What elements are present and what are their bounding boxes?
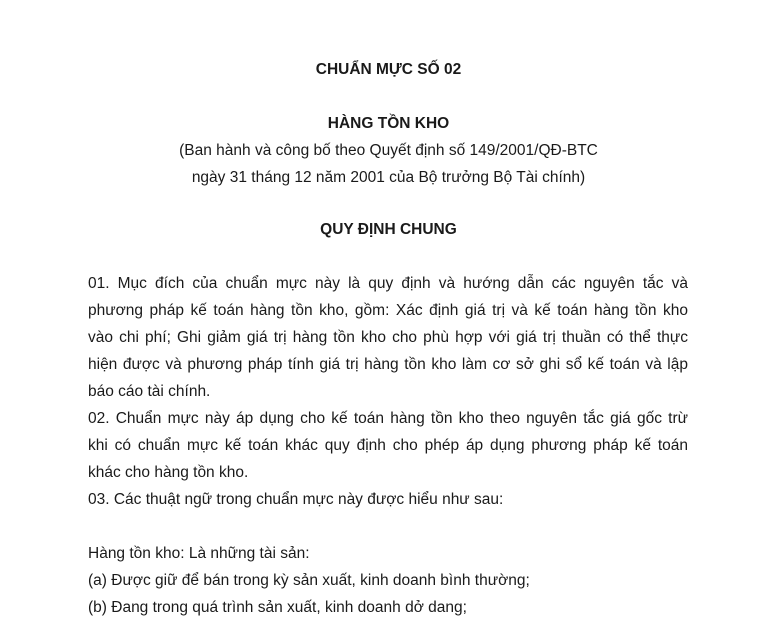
standard-title: CHUẨN MỰC SỐ 02: [315, 61, 462, 78]
issued-line-1: (Ban hành và công bố theo Quyết định số 149/2001/QĐ-BTC: [179, 142, 598, 159]
paragraph-03: [88, 486, 688, 513]
paragraph-02: [88, 405, 688, 486]
paragraph-01: [88, 270, 688, 405]
paragraph-line: 02. Chuẩn mực này áp dụng cho kế toán hàng tồn kho theo nguyên tắc giá gốc trừ: [88, 410, 688, 427]
paragraph-line: khi có chuẩn mực kế toán khác quy định cho phép áp dụng phương pháp kế toán: [88, 437, 688, 454]
issued-line-2: ngày 31 tháng 12 năm 2001 của Bộ trưởng Bộ Tài chính): [191, 169, 586, 186]
section-title: QUY ĐỊNH CHUNG: [320, 221, 457, 238]
paragraph-line: khác cho hàng tồn kho.: [88, 464, 249, 481]
definition-item-a: (a) Được giữ để bán trong kỳ sản xuất, kinh doanh bình thường;: [88, 572, 530, 589]
paragraph-line: vào chi phí; Ghi giảm giá trị hàng tồn kho cho phù hợp với giá trị thuần có thể thực: [88, 329, 688, 346]
standard-subtitle: HÀNG TỒN KHO: [327, 115, 450, 132]
paragraph-line: 03. Các thuật ngữ trong chuẩn mực này được hiểu như sau:: [88, 491, 504, 508]
paragraph-line: báo cáo tài chính.: [88, 383, 211, 400]
paragraph-line: hiện được và phương pháp tính giá trị hàng tồn kho làm cơ sở ghi sổ kế toán và lập: [88, 356, 688, 373]
definition-block: [88, 540, 688, 621]
paragraph-line: 01. Mục đích của chuẩn mực này là quy định và hướng dẫn các nguyên tắc và: [88, 275, 688, 292]
definition-heading: Hàng tồn kho: Là những tài sản:: [88, 545, 310, 562]
definition-item-b: (b) Đang trong quá trình sản xuất, kinh doanh dở dang;: [88, 599, 467, 616]
paragraph-line: phương pháp kế toán hàng tồn kho, gồm: Xác định giá trị và kế toán hàng tồn kho: [88, 302, 688, 319]
